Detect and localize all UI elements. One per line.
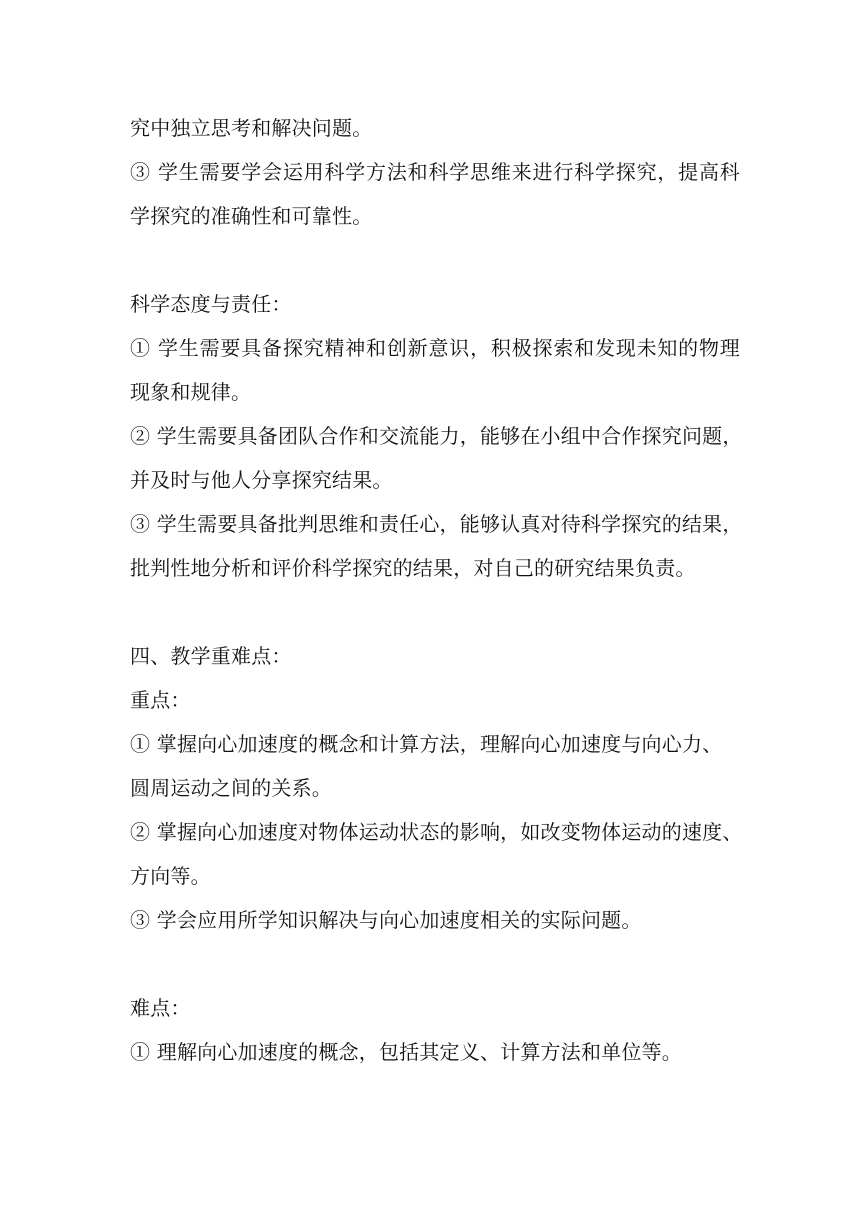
text-line: 并及时与他人分享探究结果。	[130, 468, 393, 492]
text-line: ① 学生需要具备探究精神和创新意识，积极探索和发现未知的物理	[130, 336, 740, 360]
text-line: ③ 学生需要学会运用科学方法和科学思维来进行科学探究，提高科	[130, 160, 740, 184]
text-line: 方向等。	[130, 864, 211, 888]
text-line: 究中独立思考和解决问题。	[130, 116, 373, 140]
text-line: 批判性地分析和评价科学探究的结果，对自己的研究结果负责。	[130, 556, 696, 580]
text-line: 现象和规律。	[130, 380, 252, 404]
text-line: 学探究的准确性和可靠性。	[130, 204, 373, 228]
text-line: ③ 学会应用所学知识解决与向心加速度相关的实际问题。	[130, 908, 642, 932]
text-line: ① 掌握向心加速度的概念和计算方法，理解向心加速度与向心力、	[130, 732, 723, 756]
text-line: 圆周运动之间的关系。	[130, 776, 332, 800]
subsection-heading: 难点：	[130, 996, 191, 1020]
text-line: ③ 学生需要具备批判思维和责任心，能够认真对待科学探究的结果，	[130, 512, 743, 536]
section-heading: 科学态度与责任：	[130, 292, 292, 316]
section-heading: 四、教学重难点：	[130, 644, 292, 668]
text-line: ② 掌握向心加速度对物体运动状态的影响，如改变物体运动的速度、	[130, 820, 743, 844]
subsection-heading: 重点：	[130, 688, 191, 712]
text-line: ① 理解向心加速度的概念，包括其定义、计算方法和单位等。	[130, 1040, 682, 1064]
text-line: ② 学生需要具备团队合作和交流能力，能够在小组中合作探究问题，	[130, 424, 743, 448]
